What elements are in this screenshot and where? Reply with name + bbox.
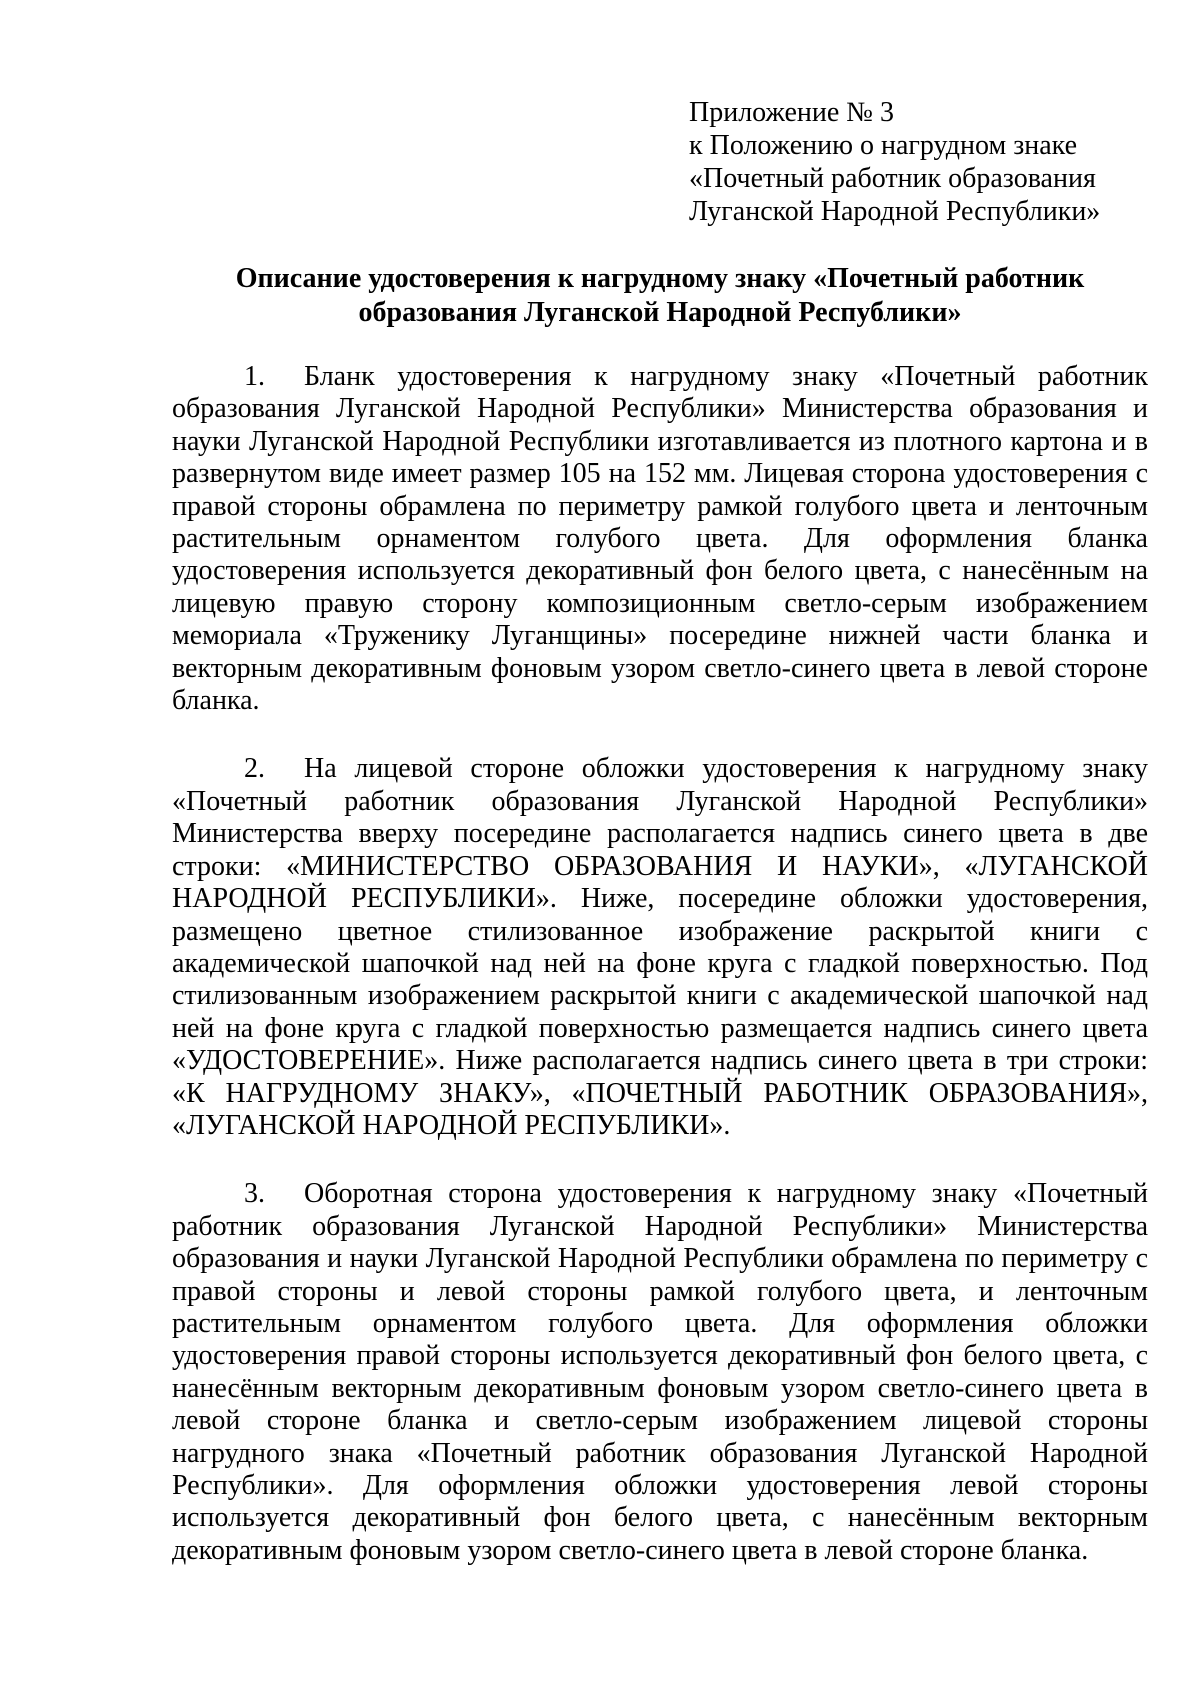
annex-line-1: Приложение № 3	[689, 97, 894, 128]
paragraph-text: Бланк удостоверения к нагрудному знаку «Почетный работник образования Луганской Народной Республики» Министерства образования и науки Луганской Народной Республики изготавливается из плотного картона и в развернутом виде имеет размер 105 на 152 мм. Лицевая сторона удостоверения с правой стороны обрамлена по периметру рамкой голубого цвета и ленточным растительным орнаментом голубого цвета. Для оформления бланка удостоверения используется декоративный фон белого цвета, с нанесённым на лицевую правую сторону композиционным светло-серым изображением мемориала «Труженику Луганщины» посередине нижней части бланка и векторным декоративным фоновым узором светло-синего цвета в левой стороне бланка.	[172, 361, 1148, 717]
annex-line-2: к Положению о нагрудном знаке	[689, 130, 1078, 161]
title-line-2: образования Луганской Народной Республики»	[358, 297, 962, 328]
annex-line-3: «Почетный работник образования	[689, 163, 1096, 194]
paragraph-number: 3.	[244, 1178, 265, 1210]
paragraph-text: Оборотная сторона удостоверения к нагрудному знаку «Почетный работник образования Луганской Народной Республики» Министерства образования и науки Луганской Народной Республики обрамлена по периметру с правой стороны и левой стороны рамкой голубого цвета, и ленточным растительным орнаментом голубого цвета. Для оформления обложки удостоверения правой стороны используется декоративный фон белого цвета, с нанесённым векторным декоративным фоновым узором светло-синего цвета в левой стороне бланка и светло-серым изображением лицевой стороны нагрудного знака «Почетный работник образования Луганской Народной Республики». Для оформления обложки удостоверения левой стороны используется декоративный фон белого цвета, с нанесённым векторным декоративным фоновым узором светло-синего цвета в левой стороне бланка.	[172, 1178, 1148, 1566]
paragraph-text: На лицевой стороне обложки удостоверения к нагрудному знаку «Почетный работник образования Луганской Народной Республики» Министерства вверху посередине располагается надпись синего цвета в две строки: «МИНИСТЕРСТВО ОБРАЗОВАНИЯ И НАУКИ», «ЛУГАНСКОЙ НАРОДНОЙ РЕСПУБЛИКИ». Ниже, посередине обложки удостоверения, размещено цветное стилизованное изображение раскрытой книги с академической шапочкой над ней на фоне круга с гладкой поверхностью. Под стилизованным изображением раскрытой книги с академической шапочкой над ней на фоне круга с гладкой поверхностью размещается надпись синего цвета «УДОСТОВЕРЕНИЕ». Ниже располагается надпись синего цвета в три строки: «К НАГРУДНОМУ ЗНАКУ», «ПОЧЕТНЫЙ РАБОТНИК ОБРАЗОВАНИЯ», «ЛУГАНСКОЙ НАРОДНОЙ РЕСПУБЛИКИ».	[172, 753, 1148, 1141]
annex-header	[689, 96, 1169, 228]
paragraph-3	[172, 1178, 1148, 1567]
document-title	[172, 262, 1148, 330]
annex-line-4: Луганской Народной Республики»	[689, 196, 1101, 227]
paragraph-number: 1.	[244, 361, 265, 392]
document-body	[172, 361, 1148, 1603]
title-line-1: Описание удостоверения к нагрудному знаку «Почетный работник	[235, 263, 1085, 294]
paragraph-1	[172, 361, 1148, 717]
paragraph-number: 2.	[244, 753, 265, 785]
paragraph-2	[172, 753, 1148, 1142]
